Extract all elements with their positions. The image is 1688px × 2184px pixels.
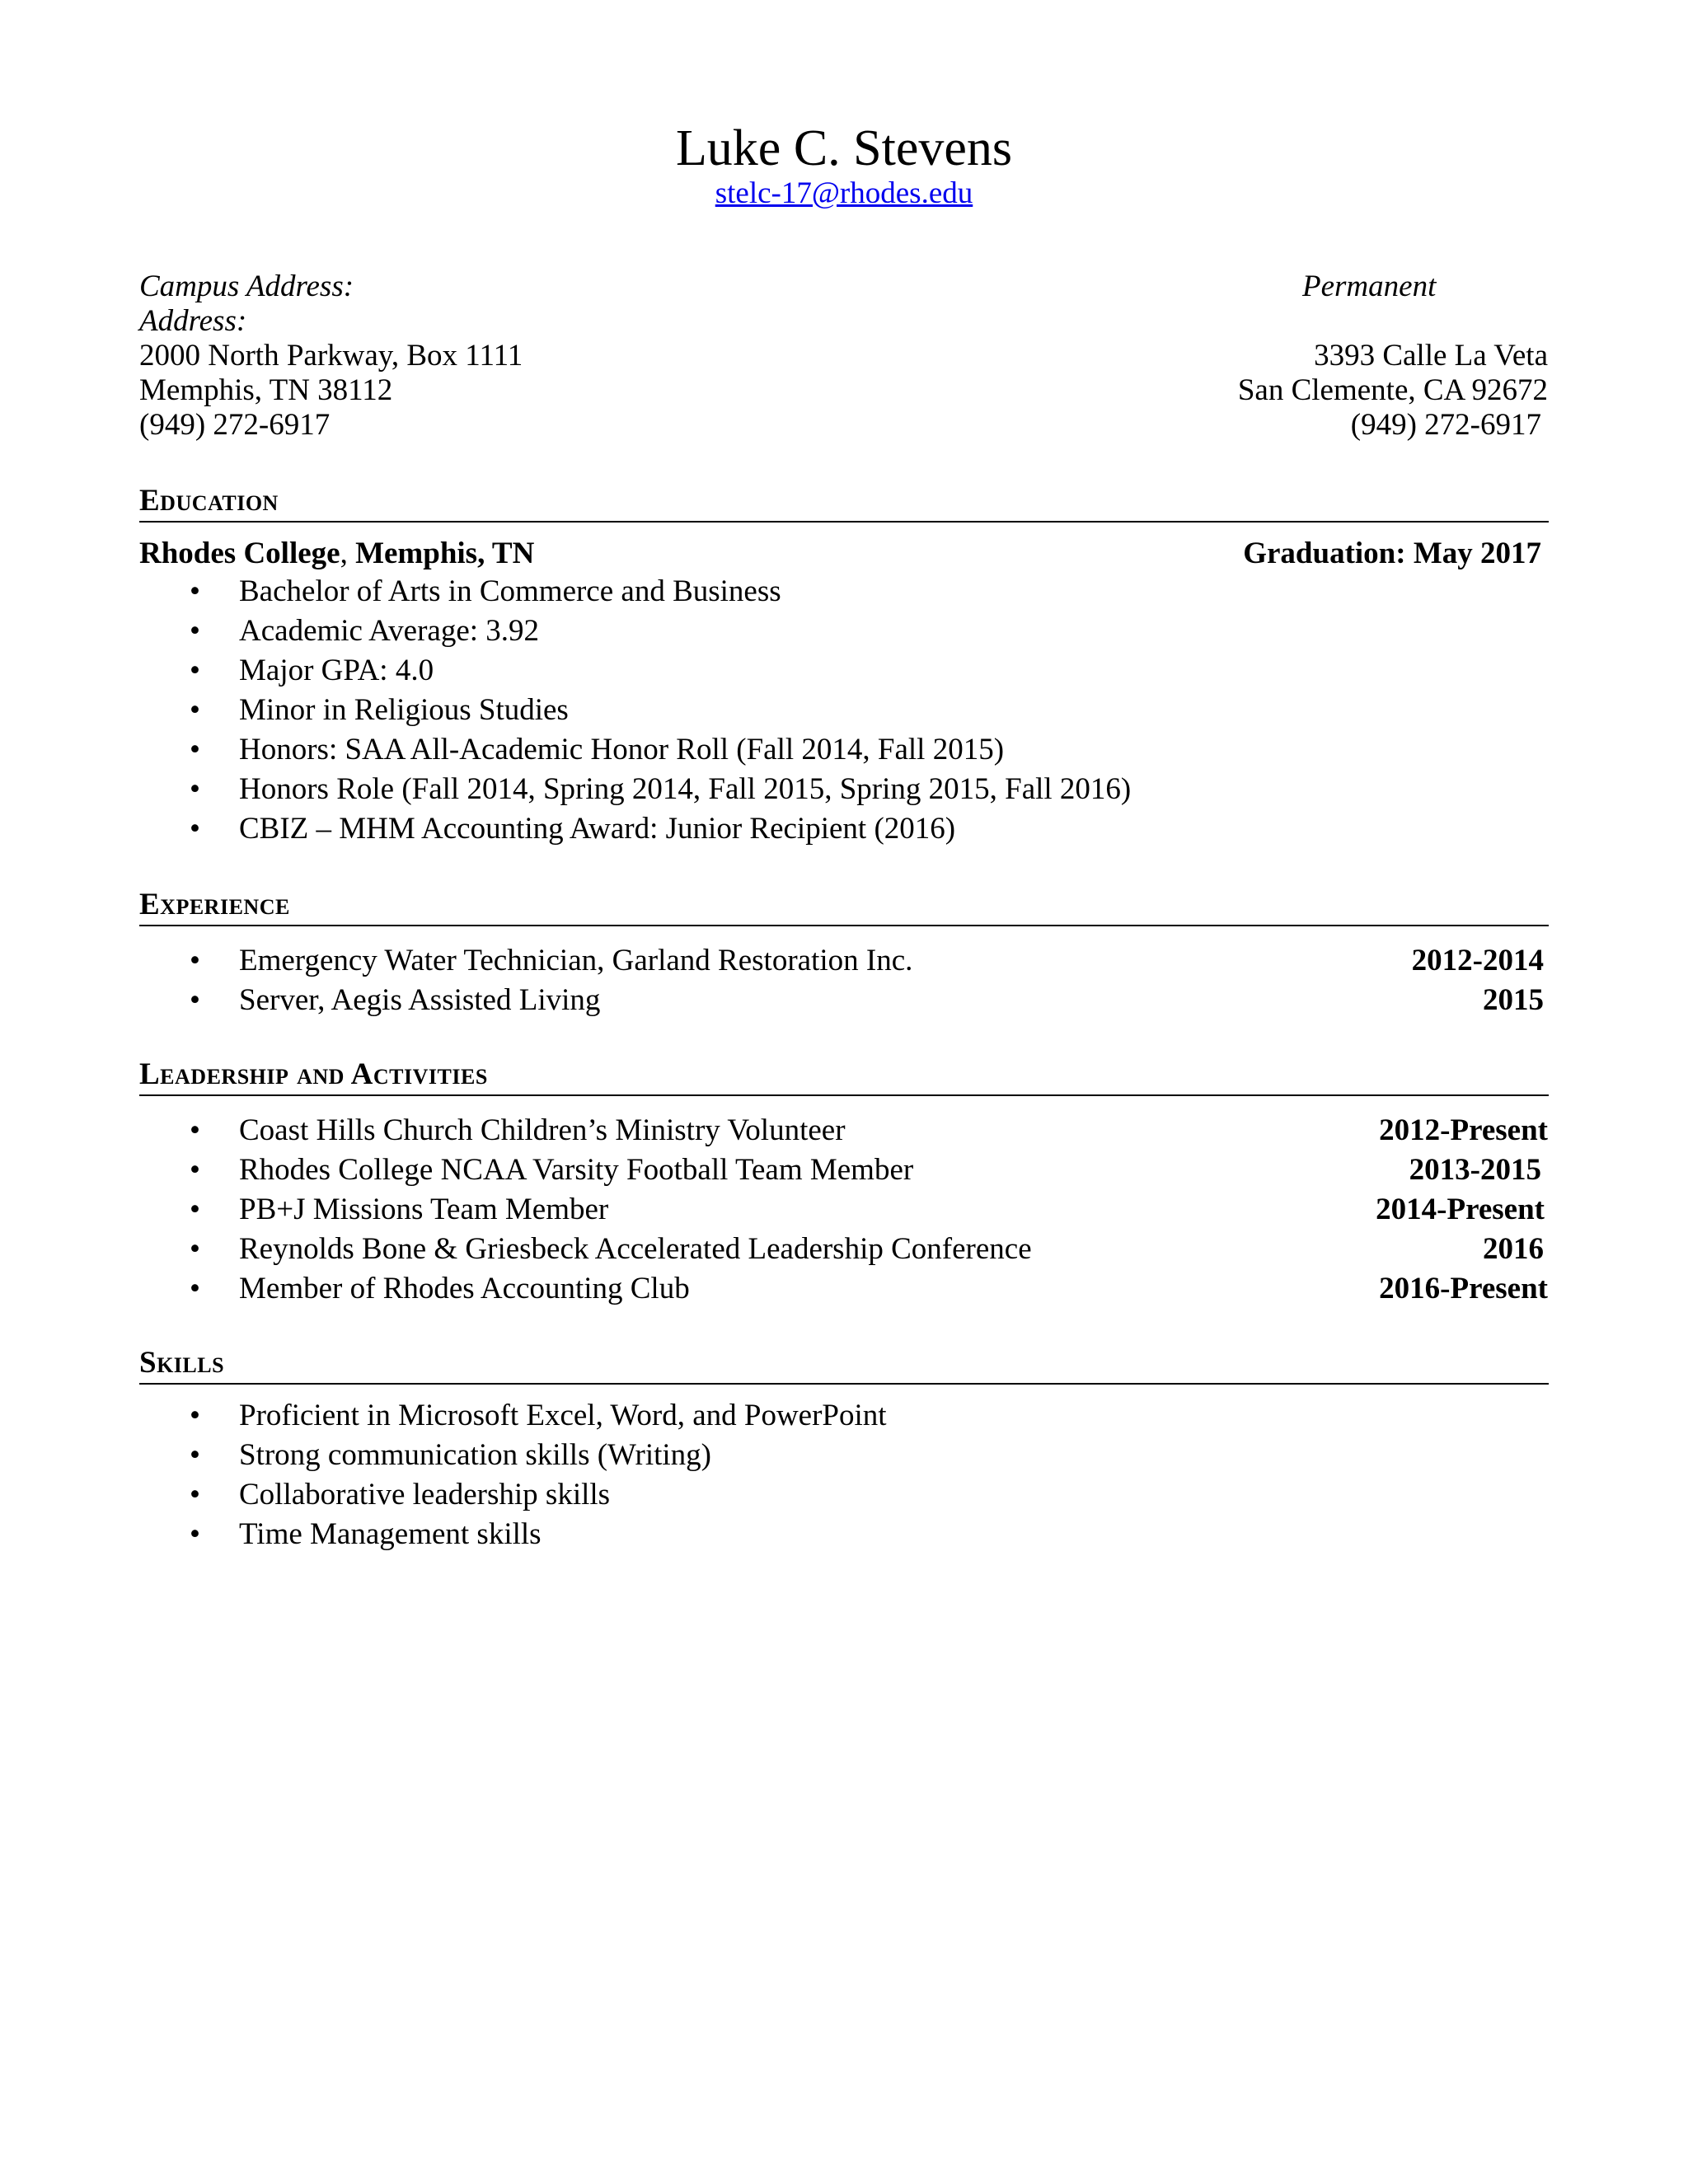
bullet-icon: •	[190, 1399, 200, 1432]
campus-city: Memphis, TN 38112	[139, 373, 393, 407]
leadership-item: Member of Rhodes Accounting Club	[239, 1272, 690, 1305]
skill-item: Strong communication skills (Writing)	[239, 1438, 711, 1472]
bullet-icon: •	[190, 1232, 200, 1266]
bullet-icon: •	[190, 614, 200, 648]
applicant-name: Luke C. Stevens	[675, 120, 1013, 176]
skills-divider	[139, 1383, 1549, 1385]
education-divider	[139, 521, 1549, 523]
leadership-date: 2014-Present	[1376, 1193, 1545, 1226]
leadership-item: PB+J Missions Team Member	[239, 1193, 609, 1226]
campus-street: 2000 North Parkway, Box 1111	[139, 339, 523, 373]
leadership-item: Reynolds Bone & Griesbeck Accelerated Leadership Conference	[239, 1232, 1032, 1266]
bullet-icon: •	[190, 693, 200, 727]
bullet-icon: •	[190, 772, 200, 806]
bullet-icon: •	[190, 983, 200, 1017]
permanent-city: San Clemente, CA 92672	[1237, 373, 1548, 407]
leadership-item: Coast Hills Church Children’s Ministry Volunteer	[239, 1113, 846, 1147]
bullet-icon: •	[190, 1193, 200, 1226]
education-item: Bachelor of Arts in Commerce and Business	[239, 574, 781, 608]
graduation-date: Graduation: May 2017	[1243, 537, 1541, 570]
education-item: CBIZ – MHM Accounting Award: Junior Recipient (2016)	[239, 812, 956, 846]
campus-address-label: Campus Address:	[139, 269, 354, 303]
bullet-icon: •	[190, 1517, 200, 1551]
bullet-icon: •	[190, 812, 200, 846]
campus-phone: (949) 272-6917	[139, 408, 331, 442]
leadership-heading: Leadership and Activities	[139, 1057, 488, 1091]
bullet-icon: •	[190, 574, 200, 608]
skills-heading: Skills	[139, 1346, 225, 1380]
education-heading: Education	[139, 484, 279, 518]
education-item: Academic Average: 3.92	[239, 614, 540, 648]
campus-address-label-continued: Address:	[139, 304, 247, 338]
leadership-divider	[139, 1094, 1549, 1096]
education-item: Minor in Religious Studies	[239, 693, 569, 727]
permanent-phone: (949) 272-6917	[1350, 408, 1541, 442]
leadership-date: 2013-2015	[1409, 1153, 1541, 1187]
leadership-date: 2016-Present	[1379, 1272, 1548, 1305]
experience-date: 2015	[1483, 983, 1544, 1017]
experience-date: 2012-2014	[1411, 944, 1544, 977]
permanent-street: 3393 Calle La Veta	[1314, 339, 1548, 373]
experience-heading: Experience	[139, 888, 290, 921]
bullet-icon: •	[190, 1272, 200, 1305]
permanent-address-label: Permanent	[1302, 269, 1437, 303]
education-item: Honors: SAA All-Academic Honor Roll (Fall 2014, Fall 2015)	[239, 733, 1005, 766]
experience-divider	[139, 925, 1549, 926]
email-link[interactable]: stelc-17@rhodes.edu	[715, 176, 973, 210]
bullet-icon: •	[190, 1113, 200, 1147]
bullet-icon: •	[190, 654, 200, 687]
skill-item: Time Management skills	[239, 1517, 542, 1551]
bullet-icon: •	[190, 944, 200, 977]
leadership-date: 2016	[1483, 1232, 1544, 1266]
leadership-item: Rhodes College NCAA Varsity Football Team Member	[239, 1153, 914, 1187]
school-comma: ,	[340, 537, 356, 570]
bullet-icon: •	[190, 1478, 200, 1511]
skill-item: Collaborative leadership skills	[239, 1478, 611, 1511]
skill-item: Proficient in Microsoft Excel, Word, and PowerPoint	[239, 1399, 887, 1432]
leadership-date: 2012-Present	[1379, 1113, 1548, 1147]
school-location: Memphis, TN	[355, 537, 535, 570]
education-item: Honors Role (Fall 2014, Spring 2014, Fall 2015, Spring 2015, Fall 2016)	[239, 772, 1132, 806]
experience-item: Server, Aegis Assisted Living	[239, 983, 601, 1017]
experience-item: Emergency Water Technician, Garland Restoration Inc.	[239, 944, 913, 977]
bullet-icon: •	[190, 1438, 200, 1472]
school-line	[139, 536, 534, 572]
email-line	[0, 176, 1688, 212]
education-item: Major GPA: 4.0	[239, 654, 434, 687]
bullet-icon: •	[190, 1153, 200, 1187]
bullet-icon: •	[190, 733, 200, 766]
school-name: Rhodes College	[139, 537, 340, 570]
